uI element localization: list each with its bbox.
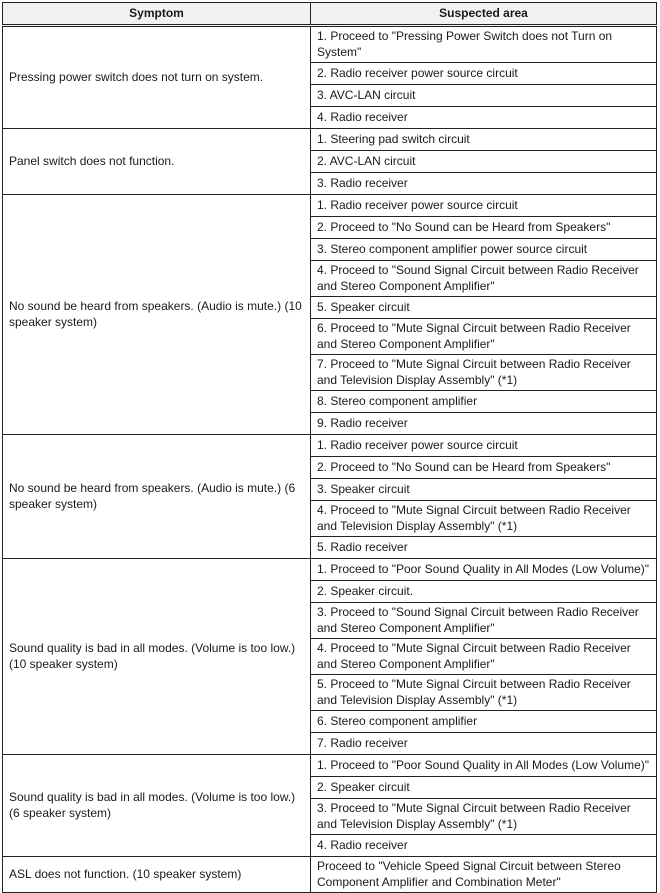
suspected-area-cell: 6. Stereo component amplifier (311, 711, 657, 733)
suspected-area-cell: 4. Radio receiver (311, 835, 657, 857)
suspected-area-cell: 2. Proceed to "No Sound can be Heard from Speakers" (311, 217, 657, 239)
table-row (3, 559, 657, 581)
suspected-area-cell: 5. Radio receiver (311, 537, 657, 559)
header-symptom: Symptom (3, 3, 311, 26)
suspected-area-cell: 1. Steering pad switch circuit (311, 129, 657, 151)
suspected-area-cell: 6. Proceed to "Mute Signal Circuit between Radio Receiver and Stereo Component Amplifier" (311, 319, 657, 355)
suspected-area-cell: 2. Radio receiver power source circuit (311, 63, 657, 85)
suspected-area-cell: 3. Radio receiver (311, 173, 657, 195)
symptom-cell: No sound be heard from speakers. (Audio is mute.) (10 speaker system) (3, 195, 311, 435)
suspected-area-cell: 1. Proceed to "Poor Sound Quality in All Modes (Low Volume)" (311, 559, 657, 581)
table-row (3, 195, 657, 217)
suspected-area-cell: 2. AVC-LAN circuit (311, 151, 657, 173)
suspected-area-cell: 2. Speaker circuit (311, 777, 657, 799)
symptom-cell: No sound be heard from speakers. (Audio is mute.) (6 speaker system) (3, 435, 311, 559)
suspected-area-cell: 7. Proceed to "Mute Signal Circuit between Radio Receiver and Television Display Assembly" (*1) (311, 355, 657, 391)
suspected-area-cell: 9. Radio receiver (311, 413, 657, 435)
symptom-cell: ASL does not function. (10 speaker system) (3, 857, 311, 893)
suspected-area-cell: 3. Speaker circuit (311, 479, 657, 501)
suspected-area-cell: 4. Proceed to "Sound Signal Circuit between Radio Receiver and Stereo Component Amplifier" (311, 261, 657, 297)
header-row (3, 3, 657, 26)
table-row (3, 26, 657, 63)
suspected-area-cell: 7. Radio receiver (311, 733, 657, 755)
suspected-area-cell: 1. Radio receiver power source circuit (311, 195, 657, 217)
table-row (3, 435, 657, 457)
symptom-cell: Sound quality is bad in all modes. (Volume is too low.) (6 speaker system) (3, 755, 311, 857)
table-body (3, 26, 657, 893)
table-row (3, 129, 657, 151)
header-suspected-area: Suspected area (311, 3, 657, 26)
suspected-area-cell: 5. Proceed to "Mute Signal Circuit between Radio Receiver and Television Display Assembly" (*1) (311, 675, 657, 711)
suspected-area-cell: 4. Proceed to "Mute Signal Circuit between Radio Receiver and Stereo Component Amplifier" (311, 639, 657, 675)
table-row (3, 857, 657, 893)
suspected-area-cell: 1. Proceed to "Pressing Power Switch does not Turn on System" (311, 26, 657, 63)
table-row (3, 755, 657, 777)
suspected-area-cell: 8. Stereo component amplifier (311, 391, 657, 413)
suspected-area-cell: 1. Radio receiver power source circuit (311, 435, 657, 457)
suspected-area-cell: 3. Proceed to "Sound Signal Circuit between Radio Receiver and Stereo Component Amplifier" (311, 603, 657, 639)
suspected-area-cell: 3. Stereo component amplifier power source circuit (311, 239, 657, 261)
suspected-area-cell: 4. Radio receiver (311, 107, 657, 129)
troubleshooting-table (2, 2, 657, 893)
suspected-area-cell: 5. Speaker circuit (311, 297, 657, 319)
suspected-area-cell: 2. Speaker circuit. (311, 581, 657, 603)
symptom-cell: Sound quality is bad in all modes. (Volume is too low.) (10 speaker system) (3, 559, 311, 755)
suspected-area-cell: 3. Proceed to "Mute Signal Circuit between Radio Receiver and Television Display Assembly" (*1) (311, 799, 657, 835)
suspected-area-cell: Proceed to "Vehicle Speed Signal Circuit between Stereo Component Amplifier and Combination Meter" (311, 857, 657, 893)
symptom-cell: Panel switch does not function. (3, 129, 311, 195)
suspected-area-cell: 1. Proceed to "Poor Sound Quality in All Modes (Low Volume)" (311, 755, 657, 777)
suspected-area-cell: 3. AVC-LAN circuit (311, 85, 657, 107)
suspected-area-cell: 2. Proceed to "No Sound can be Heard from Speakers" (311, 457, 657, 479)
symptom-cell: Pressing power switch does not turn on system. (3, 26, 311, 129)
suspected-area-cell: 4. Proceed to "Mute Signal Circuit between Radio Receiver and Television Display Assembly" (*1) (311, 501, 657, 537)
